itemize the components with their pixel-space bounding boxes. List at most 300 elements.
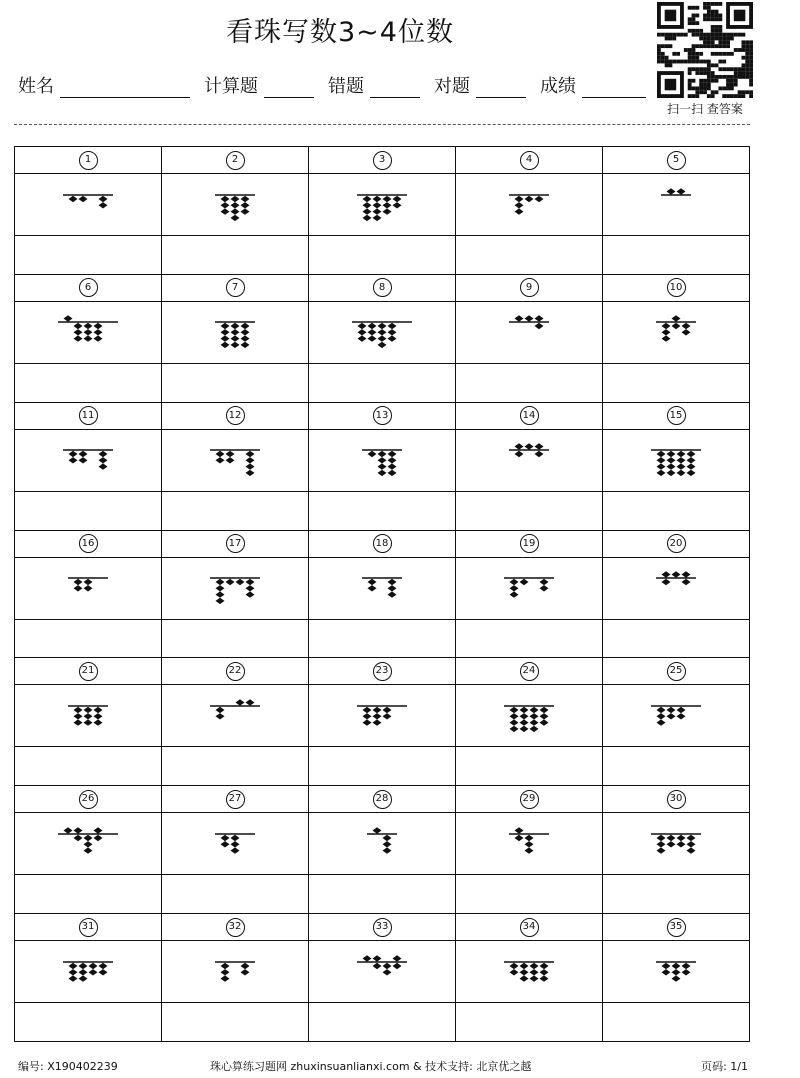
abacus-beads [651, 820, 701, 868]
bead [94, 827, 103, 833]
bead [383, 202, 392, 208]
bead [378, 323, 387, 329]
abacus-figure [456, 174, 602, 236]
bead [657, 719, 666, 725]
exercise-cell [162, 786, 309, 914]
answer-box[interactable] [309, 236, 455, 274]
exercise-number: 20 [667, 534, 686, 553]
bead [515, 316, 524, 322]
bead [368, 323, 377, 329]
bead [535, 316, 544, 322]
abacus-figure [603, 813, 749, 875]
abacus-figure [162, 430, 308, 492]
bead [520, 969, 529, 975]
answer-box[interactable] [162, 875, 308, 913]
exercise-number: 29 [520, 790, 539, 809]
abacus-beads [58, 820, 118, 868]
exercise-number-row [603, 403, 749, 430]
bead [241, 208, 250, 214]
bead [99, 202, 108, 208]
bead [226, 579, 235, 585]
answer-box[interactable] [603, 875, 749, 913]
exercise-number: 1 [79, 151, 98, 170]
exercise-cell [603, 403, 750, 531]
abacus-figure [456, 941, 602, 1003]
bead [216, 451, 225, 457]
bead [388, 329, 397, 335]
bead [99, 195, 108, 201]
bead [687, 451, 696, 457]
qr-code-icon[interactable] [657, 2, 753, 98]
bead [216, 707, 225, 713]
bead [677, 835, 686, 841]
bead [383, 195, 392, 201]
exercise-number: 23 [373, 662, 392, 681]
bead [74, 585, 83, 591]
exercise-cell [309, 786, 456, 914]
exercise-cell [603, 658, 750, 786]
bead [393, 955, 402, 961]
abacus-figure [603, 685, 749, 747]
bead [510, 579, 519, 585]
abacus-figure [456, 430, 602, 492]
exercise-number-row [15, 531, 161, 558]
bead [373, 707, 382, 713]
bead [79, 969, 88, 975]
exercise-cell [15, 658, 162, 786]
bead [535, 451, 544, 457]
bead [84, 719, 93, 725]
exercise-cell [603, 786, 750, 914]
bead [657, 841, 666, 847]
bead [510, 719, 519, 725]
bead [84, 707, 93, 713]
bead [69, 969, 78, 975]
bead [682, 571, 691, 577]
bead [378, 451, 387, 457]
exercise-cell [603, 914, 750, 1042]
bead [383, 208, 392, 214]
answer-box[interactable] [603, 620, 749, 658]
answer-box[interactable] [603, 364, 749, 402]
answer-box[interactable] [456, 875, 602, 913]
abacus-figure [15, 941, 161, 1003]
bead [216, 591, 225, 597]
bead [246, 585, 255, 591]
bead [540, 719, 549, 725]
bead [368, 585, 377, 591]
bead [79, 962, 88, 968]
bead [363, 208, 372, 214]
bead [667, 707, 676, 713]
abacus-beads [210, 564, 260, 612]
bead [672, 975, 681, 981]
bead [657, 451, 666, 457]
exercise-number-row [603, 914, 749, 941]
bead [74, 579, 83, 585]
bead [510, 591, 519, 597]
exercise-cell [603, 531, 750, 659]
exercise-number-row [456, 275, 602, 302]
abacus-figure [309, 302, 455, 364]
exercise-cell [162, 147, 309, 275]
exercise-number: 9 [520, 278, 539, 297]
exercise-number: 31 [79, 918, 98, 937]
exercise-number: 30 [667, 790, 686, 809]
qr-caption: 扫一扫 查答案 [667, 102, 743, 116]
answer-box[interactable] [603, 1003, 749, 1041]
student-info [18, 72, 660, 98]
bead [69, 451, 78, 457]
bead [388, 457, 397, 463]
bead [241, 962, 250, 968]
bead [388, 451, 397, 457]
exercise-cell [456, 147, 603, 275]
abacus-beads [504, 948, 554, 996]
exercise-number-row [162, 914, 308, 941]
answer-box[interactable] [162, 747, 308, 785]
answer-box[interactable] [309, 620, 455, 658]
right-field[interactable] [476, 75, 526, 98]
bead [94, 323, 103, 329]
bead [530, 969, 539, 975]
bead [221, 841, 230, 847]
bead [79, 451, 88, 457]
calc-field[interactable] [264, 75, 314, 98]
name-field[interactable] [60, 75, 190, 98]
bead [373, 214, 382, 220]
bead [241, 323, 250, 329]
abacus-beads [656, 948, 696, 996]
answer-box[interactable] [309, 364, 455, 402]
abacus-beads [367, 820, 397, 868]
answer-box[interactable] [162, 620, 308, 658]
bead [216, 585, 225, 591]
right-label: 对题 [434, 76, 470, 97]
bead [657, 835, 666, 841]
abacus-beads [357, 948, 407, 996]
answer-box[interactable] [309, 875, 455, 913]
bead [662, 579, 671, 585]
bead [373, 827, 382, 833]
answer-box[interactable] [309, 492, 455, 530]
abacus-figure [456, 685, 602, 747]
answer-box[interactable] [15, 620, 161, 658]
bead [510, 707, 519, 713]
bead [241, 195, 250, 201]
exercise-number: 4 [520, 151, 539, 170]
bead [246, 464, 255, 470]
bead [226, 457, 235, 463]
bead [231, 329, 240, 335]
abacus-figure [162, 813, 308, 875]
answer-box[interactable] [603, 492, 749, 530]
answer-box[interactable] [15, 1003, 161, 1041]
bead [84, 329, 93, 335]
bead [383, 969, 392, 975]
exercise-number: 14 [520, 406, 539, 425]
abacus-figure [309, 813, 455, 875]
abacus-beads [215, 820, 255, 868]
bead [99, 969, 108, 975]
exercise-cell [162, 914, 309, 1042]
exercise-number: 5 [667, 151, 686, 170]
bead [525, 835, 534, 841]
exercise-number: 26 [79, 790, 98, 809]
score-label: 成绩 [540, 76, 576, 97]
bead [216, 598, 225, 604]
exercise-cell [603, 147, 750, 275]
answer-box[interactable] [309, 747, 455, 785]
bead [515, 827, 524, 833]
bead [94, 329, 103, 335]
abacus-figure [603, 302, 749, 364]
bead [535, 323, 544, 329]
bead [540, 962, 549, 968]
bead [662, 969, 671, 975]
bead [530, 707, 539, 713]
answer-box[interactable] [15, 236, 161, 274]
answer-box[interactable] [15, 747, 161, 785]
bead [667, 841, 676, 847]
bead [231, 214, 240, 220]
abacus-beads [509, 181, 549, 229]
bead [383, 962, 392, 968]
answer-box[interactable] [15, 364, 161, 402]
bead [368, 451, 377, 457]
bead [241, 969, 250, 975]
bead [510, 726, 519, 732]
abacus-beads [68, 564, 108, 612]
bead [226, 451, 235, 457]
answer-box[interactable] [603, 236, 749, 274]
bead [535, 195, 544, 201]
abacus-figure [15, 813, 161, 875]
bead [373, 202, 382, 208]
bead [363, 719, 372, 725]
abacus-beads [357, 181, 407, 229]
bead [358, 336, 367, 342]
exercise-cell [309, 531, 456, 659]
bead [530, 975, 539, 981]
exercise-number: 24 [520, 662, 539, 681]
exercise-number: 33 [373, 918, 392, 937]
abacus-figure [15, 302, 161, 364]
bead [99, 457, 108, 463]
answer-box[interactable] [15, 875, 161, 913]
exercise-cell [162, 275, 309, 403]
bead [84, 713, 93, 719]
abacus-beads [509, 308, 549, 356]
exercise-number-row [456, 531, 602, 558]
bead [682, 962, 691, 968]
exercise-number-row [162, 658, 308, 685]
bead [79, 975, 88, 981]
bead [221, 835, 230, 841]
bead [373, 208, 382, 214]
bead [64, 827, 73, 833]
answer-box[interactable] [162, 236, 308, 274]
abacus-beads [58, 308, 118, 356]
bead [221, 962, 230, 968]
answer-box[interactable] [162, 1003, 308, 1041]
cut-line [14, 124, 750, 125]
wrong-field[interactable] [370, 75, 420, 98]
bead [677, 188, 686, 194]
answer-box[interactable] [456, 747, 602, 785]
bead [246, 457, 255, 463]
bead [373, 719, 382, 725]
bead [231, 195, 240, 201]
answer-box[interactable] [456, 236, 602, 274]
bead [84, 336, 93, 342]
bead [231, 841, 240, 847]
answer-box[interactable] [162, 364, 308, 402]
exercise-number-row [456, 147, 602, 174]
bead [540, 969, 549, 975]
abacus-figure [456, 558, 602, 620]
bead [221, 975, 230, 981]
answer-box[interactable] [456, 1003, 602, 1041]
bead [231, 342, 240, 348]
bead [74, 713, 83, 719]
bead [388, 464, 397, 470]
bead [363, 713, 372, 719]
bead [246, 451, 255, 457]
exercise-cell [309, 914, 456, 1042]
abacus-beads [362, 436, 402, 484]
bead [525, 195, 534, 201]
bead [231, 323, 240, 329]
exercise-number: 11 [79, 406, 98, 425]
bead [74, 336, 83, 342]
bead [99, 451, 108, 457]
exercise-number-row [456, 786, 602, 813]
bead [662, 571, 671, 577]
bead [687, 464, 696, 470]
bead [94, 707, 103, 713]
exercise-number: 21 [79, 662, 98, 681]
bead [540, 585, 549, 591]
exercise-cell [456, 786, 603, 914]
answer-box[interactable] [309, 1003, 455, 1041]
exercise-number-row [15, 786, 161, 813]
bead [221, 342, 230, 348]
bead [373, 195, 382, 201]
bead [388, 470, 397, 476]
bead [393, 202, 402, 208]
abacus-beads [63, 948, 113, 996]
exercise-number: 22 [226, 662, 245, 681]
bead [525, 847, 534, 853]
answer-box[interactable] [15, 492, 161, 530]
bead [368, 579, 377, 585]
exercise-cell [309, 275, 456, 403]
footer-site: 珠心算练习题网 zhuxinsuanlianxi.com & 技术支持: 北京优之越 [210, 1060, 532, 1073]
answer-box[interactable] [162, 492, 308, 530]
bead [657, 464, 666, 470]
bead [520, 707, 529, 713]
exercise-number-row [15, 147, 161, 174]
bead [510, 713, 519, 719]
bead [687, 847, 696, 853]
bead [530, 726, 539, 732]
answer-box[interactable] [456, 620, 602, 658]
bead [64, 316, 73, 322]
bead [672, 323, 681, 329]
bead [388, 336, 397, 342]
bead [388, 579, 397, 585]
bead [672, 316, 681, 322]
exercise-number-row [15, 658, 161, 685]
exercise-cell [162, 658, 309, 786]
exercise-number-row [603, 658, 749, 685]
exercise-number: 16 [79, 534, 98, 553]
exercise-cell [456, 658, 603, 786]
exercise-number-row [162, 147, 308, 174]
bead [236, 579, 245, 585]
bead [236, 699, 245, 705]
bead [525, 444, 534, 450]
exercise-cell [15, 275, 162, 403]
abacus-figure [162, 302, 308, 364]
abacus-figure [309, 941, 455, 1003]
answer-box[interactable] [456, 364, 602, 402]
bead [99, 464, 108, 470]
exercise-number-row [162, 275, 308, 302]
bead [677, 470, 686, 476]
exercise-number: 35 [667, 918, 686, 937]
bead [525, 841, 534, 847]
answer-box[interactable] [456, 492, 602, 530]
bead [74, 719, 83, 725]
bead [510, 969, 519, 975]
bead [216, 457, 225, 463]
exercise-number-row [15, 403, 161, 430]
bead [363, 955, 372, 961]
exercise-number-row [15, 914, 161, 941]
exercise-cell [456, 403, 603, 531]
abacus-figure [15, 558, 161, 620]
exercise-number: 6 [79, 278, 98, 297]
bead [677, 713, 686, 719]
bead [378, 457, 387, 463]
exercise-number-row [309, 658, 455, 685]
bead [373, 955, 382, 961]
answer-box[interactable] [603, 747, 749, 785]
bead [510, 585, 519, 591]
exercise-grid [14, 146, 750, 1042]
bead [535, 444, 544, 450]
bead [515, 195, 524, 201]
bead [84, 323, 93, 329]
bead [363, 202, 372, 208]
bead [657, 470, 666, 476]
abacus-beads [210, 692, 260, 740]
bead [520, 962, 529, 968]
exercise-number: 2 [226, 151, 245, 170]
exercise-number: 18 [373, 534, 392, 553]
exercise-cell [456, 275, 603, 403]
bead [74, 323, 83, 329]
exercise-number: 19 [520, 534, 539, 553]
bead [246, 470, 255, 476]
exercise-cell [15, 914, 162, 1042]
abacus-figure [162, 941, 308, 1003]
bead [687, 841, 696, 847]
abacus-figure [15, 685, 161, 747]
score-field[interactable] [582, 75, 646, 98]
